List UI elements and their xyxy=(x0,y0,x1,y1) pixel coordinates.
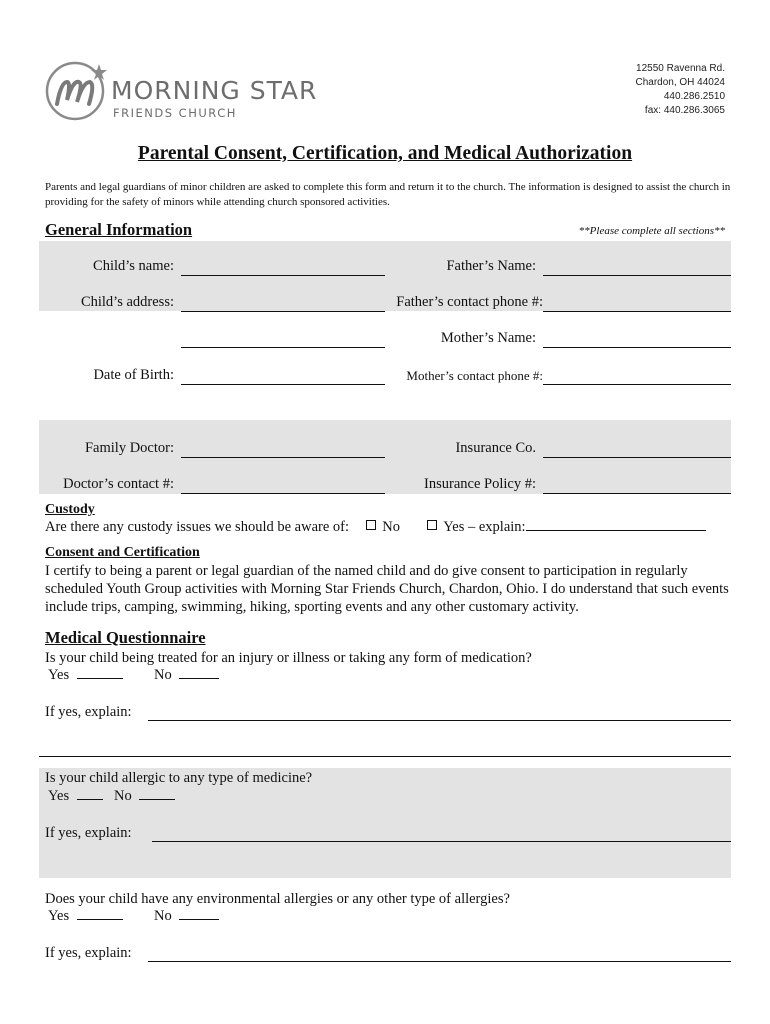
phone-number: 440.286.2510 xyxy=(663,91,725,102)
q3-no-label: No xyxy=(153,908,172,924)
mothers-name-label: Mother’s Name: xyxy=(440,330,536,346)
custody-yes-label: Yes – explain: xyxy=(443,519,526,535)
q1-no-label: No xyxy=(153,667,172,683)
medical-heading: Medical Questionnaire xyxy=(45,628,206,647)
insurance-co-field[interactable] xyxy=(543,457,731,458)
medical-q2: Is your child allergic to any type of medicine? xyxy=(45,770,313,786)
q1-explain-field-2[interactable] xyxy=(39,756,731,757)
custody-heading: Custody xyxy=(45,502,95,517)
mothers-phone-field[interactable] xyxy=(543,384,731,385)
custody-yes-checkbox[interactable] xyxy=(427,520,437,530)
q3-yes-field[interactable] xyxy=(77,919,123,920)
q2-yes-label: Yes xyxy=(48,788,70,804)
q1-explain-label: If yes, explain: xyxy=(45,704,132,720)
complete-all-note: **Please complete all sections** xyxy=(578,225,725,237)
dob-field[interactable] xyxy=(181,384,385,385)
medical-q1: Is your child being treated for an injury or illness or taking any form of medication? xyxy=(45,650,532,666)
consent-heading: Consent and Certification xyxy=(45,545,200,560)
fax-number: fax: 440.286.3065 xyxy=(644,105,725,116)
q1-no-field[interactable] xyxy=(179,678,219,679)
childs-address-label: Child’s address: xyxy=(80,294,174,310)
childs-name-label: Child’s name: xyxy=(93,258,174,274)
childs-address-field-2[interactable] xyxy=(181,347,385,348)
childs-name-field[interactable] xyxy=(181,275,385,276)
address-line-2: Chardon, OH 44024 xyxy=(635,77,725,88)
address-line-1: 12550 Ravenna Rd. xyxy=(636,63,725,74)
doctors-contact-field[interactable] xyxy=(181,493,385,494)
family-doctor-label: Family Doctor: xyxy=(84,440,174,456)
insurance-policy-label: Insurance Policy #: xyxy=(424,476,536,492)
custody-question: Are there any custody issues we should be aware of: xyxy=(45,519,350,535)
custody-no-checkbox[interactable] xyxy=(366,520,376,530)
family-doctor-field[interactable] xyxy=(181,457,385,458)
q1-explain-field[interactable] xyxy=(148,720,731,721)
morning-star-logo-icon xyxy=(45,60,109,122)
insurance-co-label: Insurance Co. xyxy=(455,440,536,456)
doctors-contact-label: Doctor’s contact #: xyxy=(63,476,174,492)
medical-q2-answer xyxy=(48,788,175,805)
custody-no-label: No xyxy=(382,519,400,535)
q3-explain-field[interactable] xyxy=(148,961,731,962)
church-address xyxy=(635,62,725,118)
dob-label: Date of Birth: xyxy=(93,367,174,383)
custody-row xyxy=(45,519,706,536)
childs-address-field[interactable] xyxy=(181,311,385,312)
general-info-heading: General Information xyxy=(45,220,193,239)
medical-q3: Does your child have any environmental allergies or any other type of allergies? xyxy=(45,891,510,907)
mothers-phone-label: Mother’s contact phone #: xyxy=(406,368,543,383)
q3-no-field[interactable] xyxy=(179,919,219,920)
fathers-phone-field[interactable] xyxy=(543,311,731,312)
logo-name: MORNING STAR xyxy=(111,76,318,105)
fathers-name-field[interactable] xyxy=(543,275,731,276)
intro-paragraph: Parents and legal guardians of minor children are asked to complete this form and return it to the church. The information is designed to assist the church in providing for the safety of minors while attending church sponsored activities. xyxy=(45,181,731,208)
q2-explain-field[interactable] xyxy=(152,841,731,842)
q1-yes-label: Yes xyxy=(48,667,70,683)
fathers-phone-label: Father’s contact phone #: xyxy=(396,294,543,310)
q2-explain-label: If yes, explain: xyxy=(45,825,132,841)
logo-subname: FRIENDS CHURCH xyxy=(113,106,237,120)
consent-text: I certify to being a parent or legal guardian of the named child and do give consent to participation in regularly scheduled Youth Group activities with Morning Star Friends Church, Chardon, Ohio. I do understand that such events include trips, camping, swimming, hiking, sporting events and any other customary activity. xyxy=(45,563,729,615)
church-logo xyxy=(45,60,335,122)
form-title: Parental Consent, Certification, and Medical Authorization xyxy=(137,143,633,164)
medical-q3-answer xyxy=(48,908,219,925)
q1-yes-field[interactable] xyxy=(77,678,123,679)
q2-yes-field[interactable] xyxy=(77,799,103,800)
q3-explain-label: If yes, explain: xyxy=(45,945,132,961)
insurance-policy-field[interactable] xyxy=(543,493,731,494)
fathers-name-label: Father’s Name: xyxy=(446,258,536,274)
q2-no-field[interactable] xyxy=(139,799,175,800)
medical-q1-answer xyxy=(48,667,219,684)
q2-no-label: No xyxy=(113,788,132,804)
q3-yes-label: Yes xyxy=(48,908,70,924)
mothers-name-field[interactable] xyxy=(543,347,731,348)
custody-explain-field[interactable] xyxy=(526,530,706,531)
